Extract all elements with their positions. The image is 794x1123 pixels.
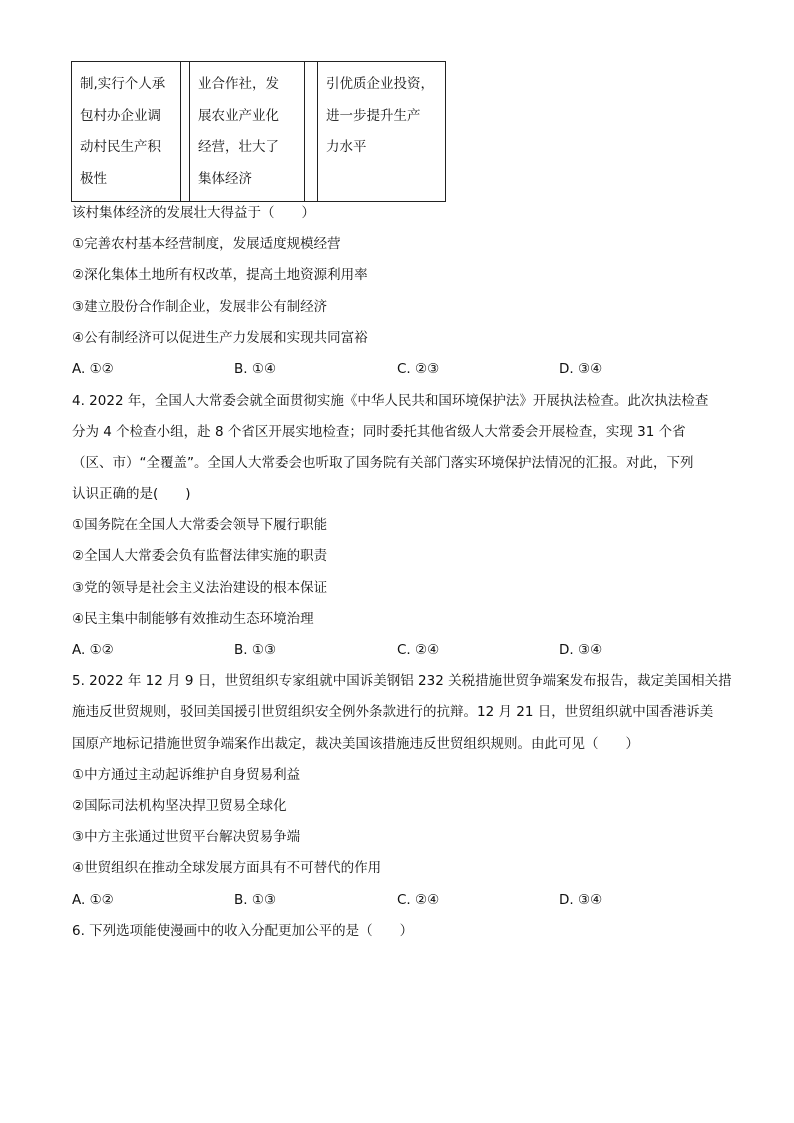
cell-text: 包村办企业调 [80, 107, 161, 124]
q3-item-4: ④公有制经济可以促进生产力发展和实现共同富裕 [72, 330, 368, 346]
q4-item-2: ②全国人大常委会负有监督法律实施的职责 [72, 548, 328, 564]
cell-text: 展农业产业化 [198, 107, 279, 124]
q4-item-1: ①国务院在全国人大常委会领导下履行职能 [72, 517, 328, 533]
q6-stem: 6. 下列选项能使漫画中的收入分配更加公平的是（ ） [72, 923, 414, 939]
q4-option-b[interactable]: B. ①③ [234, 642, 277, 658]
q5-item-4: ④世贸组织在推动全球发展方面具有不可替代的作用 [72, 860, 382, 876]
q4-item-4: ④民主集中制能够有效推动生态环境治理 [72, 611, 314, 627]
reform-table-fragment [71, 61, 446, 202]
q5-option-b[interactable]: B. ①③ [234, 892, 277, 908]
q5-options [72, 890, 712, 910]
cell-text: 极性 [80, 170, 107, 187]
table-row [72, 62, 446, 202]
table-cell-arrow2 [305, 62, 318, 202]
table-cell-col1 [72, 62, 181, 202]
q3-option-a[interactable]: A. ①② [72, 361, 114, 377]
q4-option-d[interactable]: D. ③④ [559, 642, 603, 658]
q5-item-2: ②国际司法机构坚决捍卫贸易全球化 [72, 798, 287, 814]
q5-option-c[interactable]: C. ②④ [397, 892, 440, 908]
q4-stem-line-3: （区、市）“全覆盖”。全国人大常委会也听取了国务院有关部门落实环境保护法情况的汇报。对此，下列 [72, 455, 694, 471]
q5-item-1: ①中方通过主动起诉维护自身贸易利益 [72, 767, 301, 783]
q5-option-d[interactable]: D. ③④ [559, 892, 603, 908]
table-cell-col5 [318, 62, 446, 202]
q3-option-d[interactable]: D. ③④ [559, 361, 603, 377]
q4-stem-line-4: 认识正确的是( ) [72, 486, 191, 502]
cell-text: 动村民生产积 [80, 139, 161, 155]
q4-option-a[interactable]: A. ①② [72, 642, 114, 658]
q3-option-b[interactable]: B. ①④ [234, 361, 277, 377]
q4-option-c[interactable]: C. ②④ [397, 642, 440, 658]
cell-text: 经营，壮大了 [198, 139, 279, 155]
cell-text: 引优质企业投资， [326, 76, 434, 92]
q3-item-1: ①完善农村基本经营制度，发展适度规模经营 [72, 236, 341, 252]
q4-stem-line-2: 分为 4 个检查小组，赴 8 个省区开展实地检查；同时委托其他省级人大常委会开展检查，实现 31 个省 [72, 424, 686, 440]
cell-text: 业合作社，发 [198, 76, 279, 92]
q5-option-a[interactable]: A. ①② [72, 892, 114, 908]
q3-stem: 该村集体经济的发展壮大得益于（ ） [72, 205, 315, 221]
q5-stem-line-2: 施违反世贸规则，驳回美国援引世贸组织安全例外条款进行的抗辩。12 月 21 日，世贸组织就中国香港诉美 [72, 704, 714, 720]
cell-text: 制,实行个人承 [80, 76, 166, 92]
q3-options [72, 359, 712, 379]
q4-stem-line-1: 4. 2022 年，全国人大常委会就全面贯彻实施《中华人民共和国环境保护法》开展执法检查。此次执法检查 [72, 393, 709, 409]
q3-item-2: ②深化集体土地所有权改革，提高土地资源利用率 [72, 267, 368, 283]
table-cell-arrow1 [181, 62, 190, 202]
q4-options [72, 640, 712, 660]
cell-text: 集体经济 [198, 170, 252, 187]
q3-option-c[interactable]: C. ②③ [397, 361, 440, 377]
cell-text: 力水平 [326, 139, 367, 155]
q5-stem-line-3: 国原产地标记措施世贸争端案作出裁定，裁决美国该措施违反世贸组织规则。由此可见（ ） [72, 736, 639, 752]
cell-text: 进一步提升生产 [326, 107, 421, 124]
table-cell-col3 [190, 62, 305, 202]
q5-stem-line-1: 5. 2022 年 12 月 9 日，世贸组织专家组就中国诉美钢铝 232 关税措施世贸争端案发布报告，裁定美国相关措 [72, 673, 732, 689]
q3-item-3: ③建立股份合作制企业，发展非公有制经济 [72, 299, 328, 315]
q5-item-3: ③中方主张通过世贸平台解决贸易争端 [72, 829, 301, 845]
q4-item-3: ③党的领导是社会主义法治建设的根本保证 [72, 580, 328, 596]
